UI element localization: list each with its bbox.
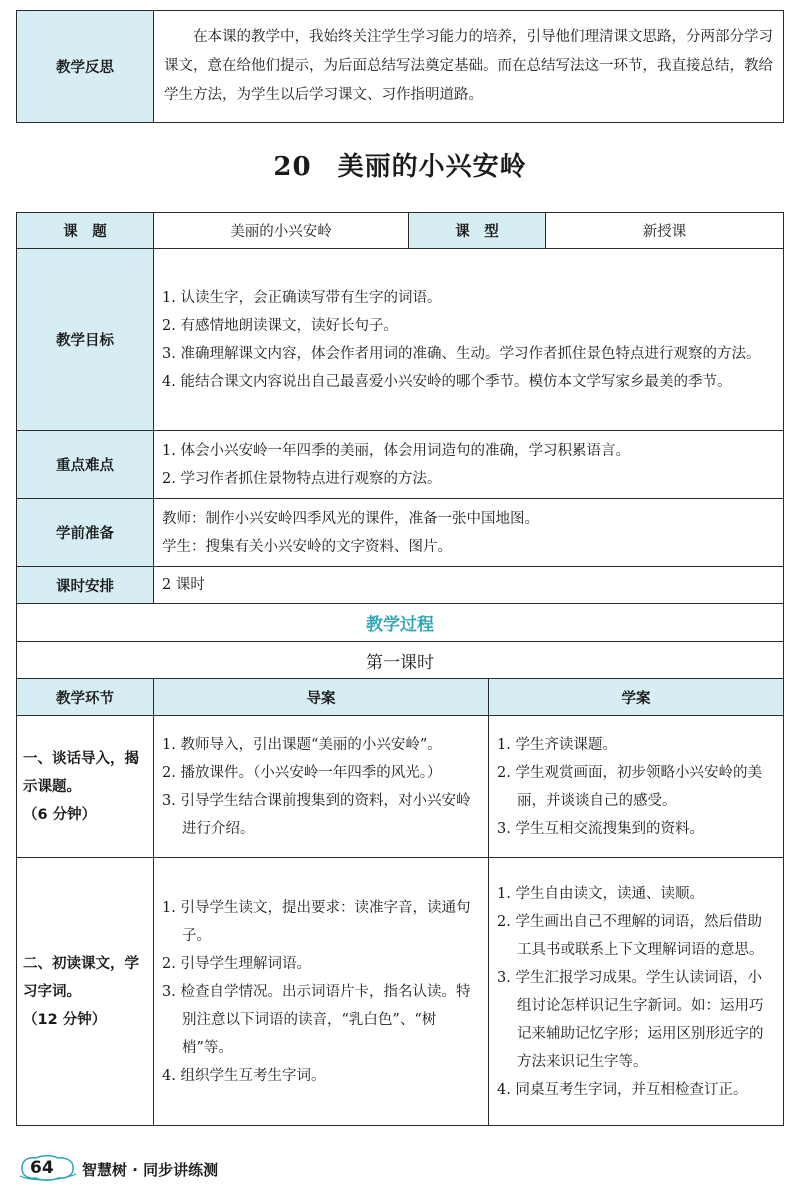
type-value: 新授课 — [546, 213, 784, 249]
table-row — [17, 858, 784, 1126]
period-title: 第一课时 — [17, 642, 784, 679]
guide-item: 2. 播放课件。（小兴安岭一年四季的风光。） — [162, 764, 442, 781]
topic-label: 课 题 — [17, 213, 154, 249]
guide-item: 2. 引导学生理解词语。 — [162, 955, 311, 972]
prep-label: 学前准备 — [17, 499, 154, 567]
guide-item: 1. 引导学生读文，提出要求：读准字音，读通句子。 — [162, 899, 471, 944]
schedule-row — [17, 567, 784, 604]
lesson-plan-table — [16, 212, 784, 1126]
study-item: 3. 学生汇报学习成果。学生认读词语，小组讨论怎样识记生字新词。如：运用巧记来辅助记忆字形；运用区别形近字的方法来识记生字等。 — [497, 969, 764, 1070]
study-item: 1. 学生齐读课题。 — [497, 736, 617, 753]
guide-item: 3. 检查自学情况。出示词语片卡，指名认读。特别注意以下词语的读音，“乳白色”、“树梢”等。 — [162, 983, 471, 1056]
prep-teacher: 教师：制作小兴安岭四季风光的课件，准备一张中国地图。 — [162, 510, 539, 527]
guide-cell — [154, 716, 489, 858]
page-footer — [18, 1154, 318, 1184]
type-label: 课 型 — [409, 213, 546, 249]
goal-item: 2. 有感情地朗读课文，读好长句子。 — [162, 317, 398, 334]
guide-item: 3. 引导学生结合课前搜集到的资料，对小兴安岭进行介绍。 — [162, 792, 471, 837]
study-item: 2. 学生观赏画面，初步领略小兴安岭的美丽，并谈谈自己的感受。 — [497, 764, 762, 809]
step-time: （6 分钟） — [23, 806, 97, 823]
prep-student: 学生：搜集有关小兴安岭的文字资料、图片。 — [162, 538, 452, 555]
guide-item: 4. 组织学生互考生字词。 — [162, 1067, 326, 1084]
lesson-title — [0, 146, 800, 183]
column-step: 教学环节 — [17, 679, 154, 716]
goals-row — [17, 249, 784, 431]
study-item: 3. 学生互相交流搜集到的资料。 — [497, 820, 704, 837]
lesson-number: 20 — [273, 152, 312, 182]
goal-item: 1. 认读生字，会正确读写带有生字的词语。 — [162, 289, 442, 306]
topic-value: 美丽的小兴安岭 — [154, 213, 409, 249]
page-number: 64 — [30, 1158, 54, 1178]
step-cell — [17, 716, 154, 858]
goal-item: 3. 准确理解课文内容，体会作者用词的准确、生动。学习作者抓住景色特点进行观察的方法。 — [162, 345, 761, 362]
step-cell — [17, 858, 154, 1126]
step-name: 一、谈话导入，揭示课题。 — [23, 750, 139, 795]
reflection-text: 在本课的教学中，我始终关注学生学习能力的培养，引导他们理清课文思路，分两部分学习课文，意在给他们提示，为后面总结写法奠定基础。而在总结写法这一环节，我直接总结，教给学生方法，为学生以后学习课文、习作指明道路。 — [154, 11, 784, 123]
keypoints-row — [17, 431, 784, 499]
step-name: 二、初读课文，学习字词。 — [23, 955, 139, 1000]
period-title-row — [17, 642, 784, 679]
study-cell — [489, 858, 784, 1126]
prep-row — [17, 499, 784, 567]
schedule-label: 课时安排 — [17, 567, 154, 604]
column-guide: 导案 — [154, 679, 489, 716]
guide-cell — [154, 858, 489, 1126]
reflection-row — [17, 11, 784, 123]
lesson-name: 美丽的小兴安岭 — [337, 152, 527, 182]
reflection-table — [16, 10, 784, 123]
study-item: 4. 同桌互考生字词，并互相检查订正。 — [497, 1081, 748, 1098]
column-header-row — [17, 679, 784, 716]
study-cell — [489, 716, 784, 858]
footer-brand: 智慧树 · 同步讲练测 — [82, 1161, 219, 1179]
keypoints-label: 重点难点 — [17, 431, 154, 499]
process-title-row — [17, 604, 784, 642]
schedule-value: 2 课时 — [154, 567, 784, 604]
guide-item: 1. 教师导入，引出课题“美丽的小兴安岭”。 — [162, 736, 442, 753]
goal-item: 4. 能结合课文内容说出自己最喜爱小兴安岭的哪个季节。模仿本文学写家乡最美的季节。 — [162, 373, 732, 390]
topic-row — [17, 213, 784, 249]
keypoint-item: 1. 体会小兴安岭一年四季的美丽，体会用词造句的准确，学习积累语言。 — [162, 442, 630, 459]
goals-content — [154, 249, 784, 431]
study-item: 1. 学生自由读文，读通、读顺。 — [497, 885, 704, 902]
prep-content — [154, 499, 784, 567]
process-title: 教学过程 — [17, 604, 784, 642]
column-study: 学案 — [489, 679, 784, 716]
table-row — [17, 716, 784, 858]
keypoints-content — [154, 431, 784, 499]
goals-label: 教学目标 — [17, 249, 154, 431]
keypoint-item: 2. 学习作者抓住景物特点进行观察的方法。 — [162, 470, 442, 487]
study-item: 2. 学生画出自己不理解的词语，然后借助工具书或联系上下文理解词语的意思。 — [497, 913, 764, 958]
reflection-label: 教学反思 — [17, 11, 154, 123]
step-time: （12 分钟） — [23, 1011, 107, 1028]
